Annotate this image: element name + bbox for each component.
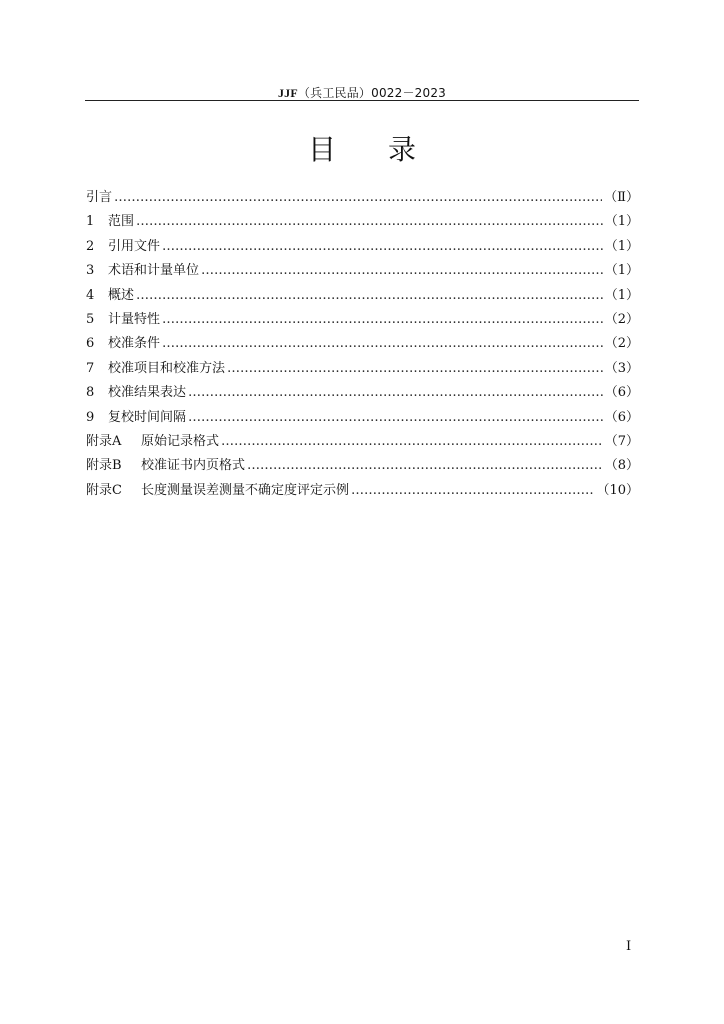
toc-entry-appendix-a[interactable] xyxy=(86,430,639,454)
toc-entry-page: （10） xyxy=(596,482,639,498)
toc-entry-recalibration-interval[interactable] xyxy=(86,406,639,430)
standard-number: 0022－2023 xyxy=(371,86,447,100)
toc-leader-dots xyxy=(188,410,603,425)
toc-entry-number: 附录B xyxy=(86,458,122,474)
toc-entry-label: 长度测量误差测量不确定度评定示例 xyxy=(141,482,350,498)
document-header xyxy=(0,84,724,101)
toc-entry-label: 复校时间间隔 xyxy=(108,409,187,425)
toc-entry-number: 6 xyxy=(86,336,95,352)
toc-leader-dots xyxy=(162,239,603,254)
page-number: I xyxy=(626,939,632,954)
toc-entry-page: （1） xyxy=(604,287,639,303)
toc-entry-label: 引言 xyxy=(86,190,113,205)
toc-entry-scope[interactable] xyxy=(86,210,639,234)
toc-entry-calibration-conditions[interactable] xyxy=(86,332,639,356)
toc-entry-introduction[interactable] xyxy=(86,186,639,210)
toc-entry-label: 校准证书内页格式 xyxy=(141,458,246,474)
toc-entry-page: （8） xyxy=(604,458,639,474)
toc-leader-dots xyxy=(201,263,603,278)
toc-leader-dots xyxy=(162,336,603,351)
toc-entry-label: 概述 xyxy=(108,287,135,303)
toc-entry-page: （1） xyxy=(604,263,639,279)
header-rule xyxy=(85,100,639,101)
toc-entry-label: 校准条件 xyxy=(108,336,161,352)
toc-entry-page: （1） xyxy=(604,214,639,230)
toc-entry-label: 术语和计量单位 xyxy=(108,263,200,279)
toc-entry-page: （6） xyxy=(604,409,639,425)
page-title xyxy=(0,128,724,168)
toc-entry-page: （2） xyxy=(604,311,639,327)
toc-entry-page: （6） xyxy=(604,385,639,401)
toc-entry-label: 校准结果表达 xyxy=(108,385,187,401)
toc-entry-page: （7） xyxy=(604,433,639,449)
toc-leader-dots xyxy=(247,458,603,473)
toc-entry-page: （Ⅱ） xyxy=(604,190,639,205)
toc-entry-terms[interactable] xyxy=(86,259,639,283)
toc-entry-number: 7 xyxy=(86,360,95,376)
toc-entry-overview[interactable] xyxy=(86,284,639,308)
title-char-2: 录 xyxy=(388,133,417,166)
toc-entry-label: 范围 xyxy=(108,214,135,230)
toc-entry-appendix-c[interactable] xyxy=(86,479,639,503)
toc-entry-metrological-characteristics[interactable] xyxy=(86,308,639,332)
standard-category: （兵工民品） xyxy=(297,86,372,100)
toc-entry-number: 1 xyxy=(86,214,95,230)
toc-entry-number: 附录C xyxy=(86,482,122,498)
toc-entry-label: 校准项目和校准方法 xyxy=(108,360,226,376)
toc-entry-page: （3） xyxy=(604,360,639,376)
toc-entry-label: 计量特性 xyxy=(108,311,161,327)
toc-entry-references[interactable] xyxy=(86,235,639,259)
toc-entry-number: 2 xyxy=(86,238,95,254)
toc-entry-page: （2） xyxy=(604,336,639,352)
toc-leader-dots xyxy=(351,483,594,498)
toc-entry-page: （1） xyxy=(604,238,639,254)
toc-entry-number: 8 xyxy=(86,385,95,401)
toc-entry-results-expression[interactable] xyxy=(86,381,639,405)
toc-entry-appendix-b[interactable] xyxy=(86,454,639,478)
title-char-1: 目 xyxy=(307,133,336,166)
toc-leader-dots xyxy=(162,312,603,327)
toc-entry-number: 附录A xyxy=(86,433,122,449)
toc-entry-number: 4 xyxy=(86,287,95,303)
toc-entry-number: 3 xyxy=(86,263,95,279)
table-of-contents xyxy=(86,186,639,503)
toc-leader-dots xyxy=(227,361,603,376)
toc-entry-number: 9 xyxy=(86,409,95,425)
toc-entry-label: 原始记录格式 xyxy=(141,433,220,449)
standard-code: JJF xyxy=(277,86,298,100)
toc-leader-dots xyxy=(136,214,603,229)
toc-leader-dots xyxy=(221,434,603,449)
toc-entry-calibration-items-methods[interactable] xyxy=(86,357,639,381)
toc-leader-dots xyxy=(136,288,603,303)
toc-leader-dots xyxy=(114,190,602,205)
toc-entry-number: 5 xyxy=(86,311,95,327)
toc-entry-label: 引用文件 xyxy=(108,238,161,254)
toc-leader-dots xyxy=(188,385,603,400)
